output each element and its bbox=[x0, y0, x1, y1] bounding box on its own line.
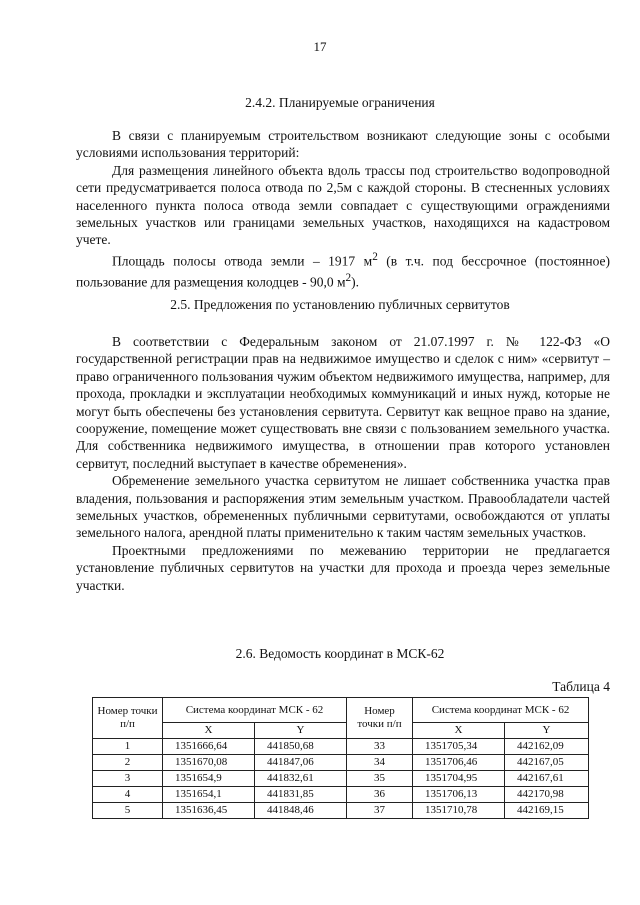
coord-y: 442170,98 bbox=[505, 787, 589, 803]
paragraph: В связи с планируемым строительством возникают следующие зоны с особыми условиями использования территорий: bbox=[76, 128, 610, 161]
coord-x: 1351670,08 bbox=[163, 755, 255, 771]
point-number: 3 bbox=[93, 771, 163, 787]
header-y: Y bbox=[255, 723, 347, 739]
table-row bbox=[93, 771, 589, 787]
point-number: 2 bbox=[93, 755, 163, 771]
coord-x: 1351710,78 bbox=[413, 803, 505, 819]
table-row bbox=[93, 755, 589, 771]
point-number: 4 bbox=[93, 787, 163, 803]
coord-x: 1351666,64 bbox=[163, 739, 255, 755]
table-caption: Таблица 4 bbox=[552, 679, 610, 694]
coord-y: 441832,61 bbox=[255, 771, 347, 787]
header-x: X bbox=[163, 723, 255, 739]
section-2-4-2-title: 2.4.2. Планируемые ограничения bbox=[245, 95, 435, 110]
header-point-number: Номер точки п/п bbox=[347, 698, 413, 739]
coord-x: 1351705,34 bbox=[413, 739, 505, 755]
point-number: 37 bbox=[347, 803, 413, 819]
table-row bbox=[93, 803, 589, 819]
table-row bbox=[93, 739, 589, 755]
paragraph: Проектными предложениями по межеванию территории не предлагается установление публичных сервитутов на участки для прохода и проезда через земельные участки. bbox=[76, 542, 610, 593]
coord-y: 442167,61 bbox=[505, 771, 589, 787]
paragraph: В соответствии с Федеральным законом от 21.07.1997 г. № 122-ФЗ «О государственной регистрации прав на недвижимое имущество и сделок с ним» «сервитут – право ограниченного пользования чужим объектом недвижимого имущества, например, для прохода, прокладки и эксплуатации необходимых коммуникаций и иных нужд, которые не могут быть обеспечены без установления сервитута. Сервитут как вещное право на здание, сооружение, помещение может существовать вне связи с пользованием земельного участка. Для собственника недвижимого имущества, в отношении прав которого установлен сервитут, последний выступает в качестве обременения». bbox=[76, 334, 610, 471]
coord-x: 1351654,1 bbox=[163, 787, 255, 803]
coord-x: 1351704,95 bbox=[413, 771, 505, 787]
superscript: 2 bbox=[372, 250, 378, 263]
coord-y: 441831,85 bbox=[255, 787, 347, 803]
paragraph-text: Площадь полосы отвода земли – 1917 м bbox=[112, 253, 373, 269]
coord-y: 442167,05 bbox=[505, 755, 589, 771]
section-2-5-title: 2.5. Предложения по установлению публичных сервитутов bbox=[170, 297, 510, 312]
coord-y: 441850,68 bbox=[255, 739, 347, 755]
point-number: 36 bbox=[347, 787, 413, 803]
point-number: 35 bbox=[347, 771, 413, 787]
coord-y: 442169,15 bbox=[505, 803, 589, 819]
coord-y: 441847,06 bbox=[255, 755, 347, 771]
coordinates-table bbox=[92, 697, 589, 819]
coord-x: 1351636,45 bbox=[163, 803, 255, 819]
point-number: 33 bbox=[347, 739, 413, 755]
paragraph-text: (в т.ч. под бессрочное (постоянное) пользование для размещения колодцев - 90,0 м bbox=[76, 253, 610, 290]
paragraph: Обременение земельного участка сервитутом не лишает собственника участка прав владения, пользования и распоряжения этим земельным участком. Правообладатели частей земельных участков, обремененных публичными сервитутами, освобождаются от уплаты земельного налога, арендной платы применительно к таким частям земельных участков. bbox=[76, 473, 610, 541]
paragraph bbox=[76, 249, 610, 291]
coord-y: 442162,09 bbox=[505, 739, 589, 755]
paragraph-text: ). bbox=[351, 274, 360, 290]
point-number: 1 bbox=[93, 739, 163, 755]
header-coord-system: Система координат МСК - 62 bbox=[163, 698, 347, 723]
header-x: X bbox=[413, 723, 505, 739]
coord-x: 1351706,46 bbox=[413, 755, 505, 771]
header-coord-system: Система координат МСК - 62 bbox=[413, 698, 589, 723]
section-2-6-title: 2.6. Ведомость координат в МСК-62 bbox=[235, 646, 445, 661]
table-row bbox=[93, 787, 589, 803]
point-number: 34 bbox=[347, 755, 413, 771]
section-2-5-body bbox=[76, 333, 610, 594]
coord-x: 1351654,9 bbox=[163, 771, 255, 787]
page-number: 17 bbox=[313, 39, 327, 54]
header-y: Y bbox=[505, 723, 589, 739]
point-number: 5 bbox=[93, 803, 163, 819]
coord-x: 1351706,13 bbox=[413, 787, 505, 803]
paragraph: Для размещения линейного объекта вдоль трассы под строительство водопроводной сети предусматривается полоса отвода по 2,5м с каждой стороны. В стесненных условиях населенного пункта полоса отвода земли совпадает с существующими ограждениями земельных участков или границами земельных участков, находящихся на кадастровом учете. bbox=[76, 162, 610, 248]
header-point-number: Номер точки п/п bbox=[93, 698, 163, 739]
superscript: 2 bbox=[345, 271, 352, 284]
coord-y: 441848,46 bbox=[255, 803, 347, 819]
section-2-4-2-body bbox=[76, 127, 610, 291]
